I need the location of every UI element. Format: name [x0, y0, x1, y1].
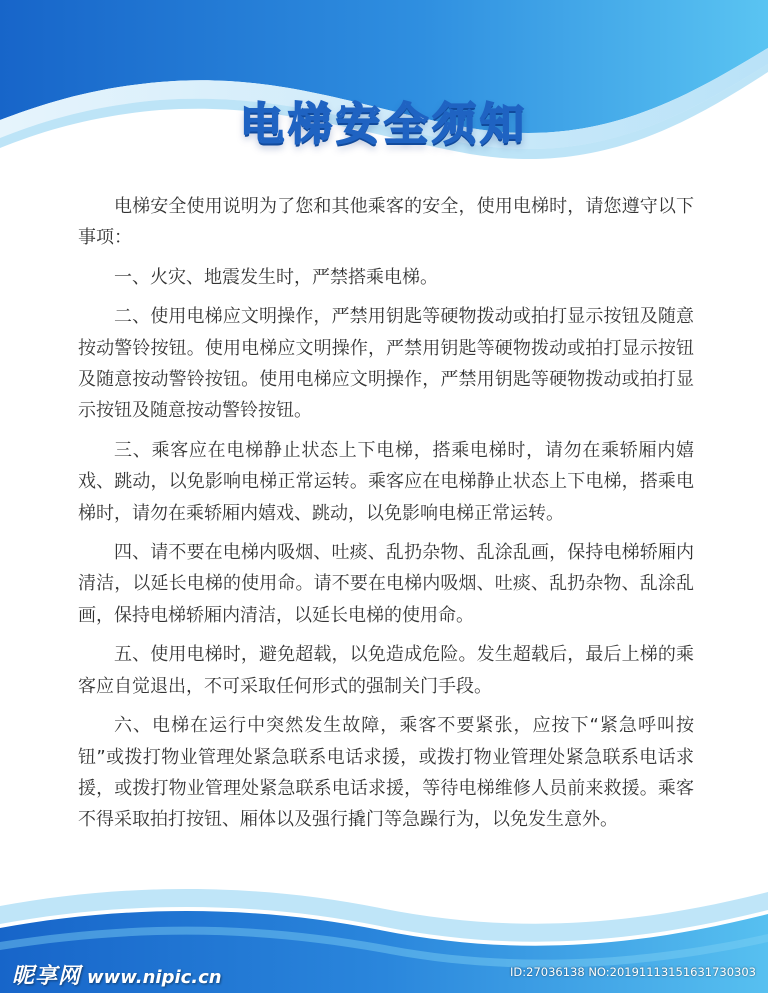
rule-5: 五、使用电梯时，避免超载，以免造成危险。发生超载后，最后上梯的乘客应自觉退出，不可采取任何形式的强制关门手段。	[78, 644, 694, 697]
rule-2: 二、使用电梯应文明操作，严禁用钥匙等硬物拨动或拍打显示按钮及随意按动警铃按钮。使用电梯应文明操作，严禁用钥匙等硬物拨动或拍打显示按钮及随意按动警铃按钮。使用电梯应文明操作，严禁用钥匙等硬物拨动或拍打显示按钮及随意按动警铃按钮。	[78, 306, 694, 422]
image-id-label: ID:27036138 NO:20191113151631730303	[510, 965, 756, 979]
rule-4: 四、请不要在电梯内吸烟、吐痰、乱扔杂物、乱涂乱画，保持电梯轿厢内清洁，以延长电梯的使用命。请不要在电梯内吸烟、吐痰、乱扔杂物、乱涂乱画，保持电梯轿厢内清洁，以延长电梯的使用命。	[78, 542, 694, 626]
page-title: 电梯安全须知	[240, 99, 528, 150]
watermark	[12, 959, 222, 990]
watermark-url: www.nipic.cn	[87, 967, 222, 988]
intro-paragraph: 电梯安全使用说明为了您和其他乘客的安全，使用电梯时，请您遵守以下事项：	[78, 196, 694, 249]
rule-1: 一、火灾、地震发生时，严禁搭乘电梯。	[114, 266, 438, 288]
watermark-brand: 昵享网	[12, 964, 82, 989]
rule-6: 六、电梯在运行中突然发生故障，乘客不要紧张，应按下“紧急呼叫按钮”或拨打物业管理处紧急联系电话求援，或拨打物业管理处紧急联系电话求援，或拨打物业管理处紧急联系电话求援，等待电梯维修人员前来救援。乘客不得采取拍打按钮、厢体以及强行撬门等急躁行为，以免发生意外。	[78, 715, 694, 831]
notice-body	[78, 191, 694, 844]
rule-3: 三、乘客应在电梯静止状态上下电梯，搭乘电梯时，请勿在乘轿厢内嬉戏、跳动，以免影响电梯正常运转。乘客应在电梯静止状态上下电梯，搭乘电梯时，请勿在乘轿厢内嬉戏、跳动，以免影响电梯正常运转。	[78, 439, 694, 524]
